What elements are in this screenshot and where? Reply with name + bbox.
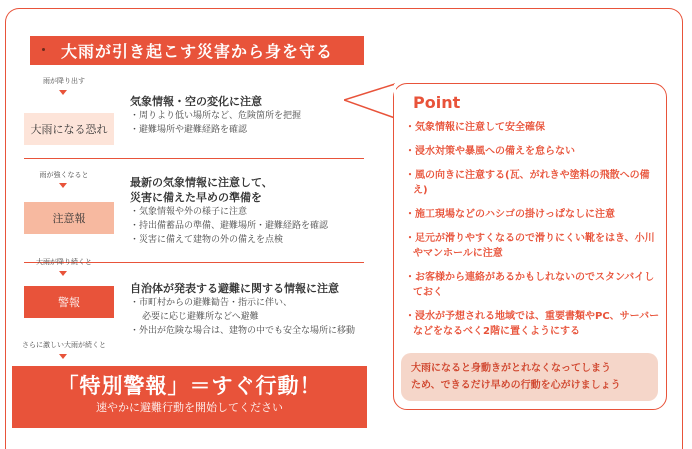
stage-2-description <box>130 175 328 247</box>
stage-2-trigger: 雨が強くなると <box>39 171 89 179</box>
speech-pointer-icon <box>344 82 396 122</box>
stage-3-trigger: 大雨が降り続くと <box>36 258 92 266</box>
stage-3-item: ・市町村からの避難勧告・指示に伴い、 <box>130 298 293 308</box>
down-arrow-icon <box>59 354 67 359</box>
stage-2-title: 最新の気象情報に注意して、 <box>130 176 273 189</box>
stage-1-trigger: 雨が降り出す <box>43 77 85 85</box>
page-title <box>30 36 364 65</box>
down-arrow-icon <box>59 183 67 188</box>
point-title: Point <box>413 93 461 112</box>
stage-2-title: 災害に備えた早めの準備を <box>130 191 262 204</box>
point-list <box>405 120 660 348</box>
stage-1-title: 気象情報・空の変化に注意 <box>130 95 262 108</box>
stage-1-description <box>130 94 301 137</box>
stage-1-level: 大雨になる恐れ <box>24 113 114 145</box>
point-note-line: 大雨になると身動きがとれなくなってしまう <box>411 363 611 374</box>
point-item: ・浸水が予想される地域では、重要書類やPC、サーバーなどをなるべく2階に置くようにする <box>405 311 660 337</box>
pointer-cover <box>394 84 396 120</box>
down-arrow-icon <box>59 271 67 276</box>
point-item: ・浸水対策や暴風への備えを怠らない <box>405 146 575 157</box>
divider <box>24 158 364 159</box>
point-item: ・施工現場などのハシゴの掛けっぱなしに注意 <box>405 209 615 220</box>
special-warning-banner <box>12 366 367 428</box>
stage-2-level: 注意報 <box>24 202 114 234</box>
stage-1-item: ・周りより低い場所など、危険箇所を把握 <box>130 111 302 121</box>
stage-2-item: ・気象情報や外の様子に注意 <box>130 207 248 217</box>
stage-3-item: 必要に応じ避難所などへ避難 <box>142 312 259 322</box>
point-item: ・お客様から連絡があるかもしれないのでスタンバイしておく <box>405 272 655 298</box>
stage-2-item: ・災害に備えて建物の外の備えを点検 <box>130 235 284 245</box>
stage-2-item: ・持出備蓄品の準備、避難場所・避難経路を確認 <box>130 221 329 231</box>
page-title-text: 大雨が引き起こす災害から身を守る <box>60 42 333 61</box>
stage-3-description <box>130 281 355 338</box>
down-arrow-icon <box>59 90 67 95</box>
point-item: ・風の向きに注意する(瓦、がれきや塗料の飛散への備え) <box>405 170 650 196</box>
final-trigger: さらに激しい大雨が続くと <box>22 341 106 349</box>
point-item: ・気象情報に注意して安全確保 <box>405 122 545 133</box>
point-note-line: ため、できるだけ早めの行動を心がけましょう <box>411 380 621 391</box>
point-item: ・足元が滑りやすくなるので滑りにくい靴をはき、小川やマンホールに注意 <box>405 233 655 259</box>
special-warning-sub: 速やかに避難行動を開始してください <box>96 401 283 414</box>
special-warning-headline: 「特別警報」＝すぐ行動！ <box>57 374 322 398</box>
stage-3-level: 警報 <box>24 286 114 318</box>
header-dot <box>42 48 45 51</box>
point-note <box>401 353 658 401</box>
stage-3-item: ・外出が危険な場合は、建物の中でも安全な場所に移動 <box>130 326 356 336</box>
stage-3-title: 自治体が発表する避難に関する情報に注意 <box>130 282 339 295</box>
stage-1-item: ・避難場所や避難経路を確認 <box>130 125 248 135</box>
